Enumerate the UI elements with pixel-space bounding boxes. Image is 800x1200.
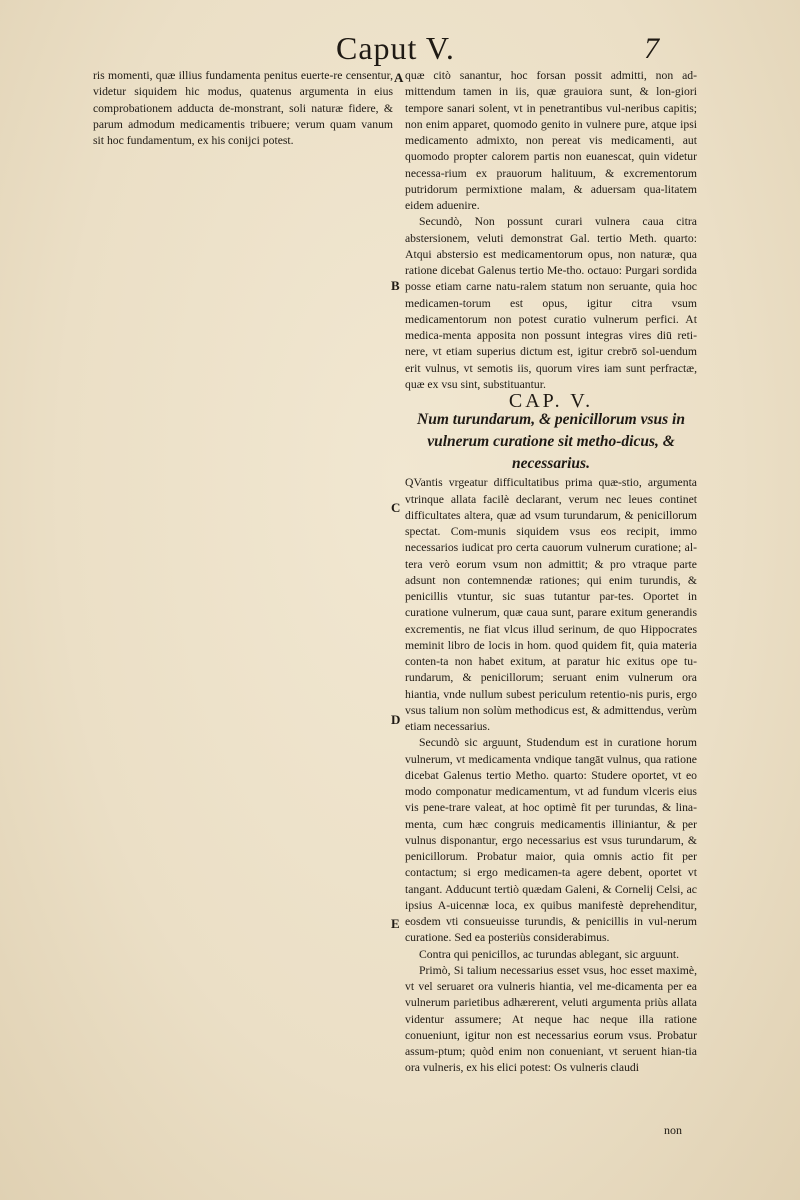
paragraph: Primò, Si talium necessarius esset vsus, hoc esset maximè, vt vel seruaret ora vulneris hiantia, vel me-dicamenta per ea vulnerum parietibus adhærerent, veluti argumenta priùs allata videntur assumere; At neque hac neque illa ratione conueniunt, igitur non est necessarius eorum vsus. Probatur assum-ptum; quòd enim non conueniant, vt seruent hian-tia ora vulneris, ex his elici potest: Os vulneris claudi — [405, 963, 697, 1075]
margin-letter-c: C — [391, 500, 401, 515]
paragraph: ris momenti, quæ illius fundamenta penitus euerte-re censentur, videtur siquidem hic modus, quatenus argumenta in eius comprobationem adducta de-monstrant, soli naturæ fidere, & parum admodum medicamentis tribuere; verum quam vanum sit hoc fundamentum, ex his conijci potest. — [93, 69, 393, 147]
margin-letter-b: B — [391, 278, 400, 293]
right-text-column — [405, 68, 697, 1148]
margin-letter-a: A — [394, 70, 404, 85]
margin-letter-d: D — [391, 712, 401, 727]
chapter-heading: CAP. V. — [508, 390, 594, 412]
paragraph: quæ citò sanantur, hoc forsan possit admitti, non ad-mittendum tamen in iis, quæ grauiora sunt, & lon-giori tempore sanari solent, vt in penetrantibus vul-neribus capitis; non enim apparet, quomodo genito in vulnere pure, atque ipsi medicamento admixto, non pereat vis medicamenti, aut quomodo propter calorem partis non euanescat, quin videtur necessa-rium ex prauorum halituum, & excrementorum putridorum permixtione malam, & aduersam qua-litatem eidem aduenire. — [405, 69, 697, 212]
paragraph: Contra qui penicillos, ac turundas ablegant, sic arguunt. — [419, 947, 680, 961]
paragraph: Secundò sic arguunt, Studendum est in curatione horum vulnerum, vt medicamenta vndique tangāt vulnus, qua ratione dicebat Galenus tertio Metho. quarto: Studere oportet, vt eo modo componatur medicamentum, vt ad fundum vlceris eius vis pene-trare valeat, at hoc optimè fit per turundas, & lina-menta, cum hæc congruis medicamentis illiniantur, & per vulnus disponantur, ergo necessarius est vsus turundarum, & penicillorum. Probatur maior, quia omnis actio fit per contactum; si ergo medicamen-ta agere debent, oportet vt tangant. Adducunt tertiò quædam Galeni, & Cornelij Celsi, ac ipsius A-uicennæ loca, ex quibus manifestè deprehenditur, eosdem vti consueuisse turundis, & penicillis in vul-nerum curatione. Sed ea posteriùs considerabimus. — [405, 736, 697, 945]
paragraph: Secundò, Non possunt curari vulnera caua citra abstersionem, veluti demonstrat Gal. tertio Meth. quarto: Atqui abstersio est medicamentorum opus, non naturæ, qua ratione dicebat Galenus tertio Me-tho. octauo: Purgari sordida posse etiam carne natu-ralem statum non seruante, quia hoc medicamen-torum est opus, igitur citra vsum medicamentorum non potest curatio vulnerum perfici. At medica-menta apposita non possunt integras vires diū reti-nere, vt etiam superius dictum est, igitur crebrō sol-uendum erit vulnus, vt semotis iis, quorum vires iam sunt perfractæ, quæ ex vsu sint, substituantur. — [405, 215, 697, 391]
page-title: Caput V. — [336, 30, 455, 66]
chapter-title: Num turundarum, & penicillorum vsus in vulnerum curatione sit metho-dicus, & necessarius. — [417, 411, 685, 473]
left-text-column — [93, 68, 393, 1148]
running-header — [0, 30, 800, 70]
page-number: 7 — [644, 32, 659, 65]
chapter-opening-paragraph: QVantis vrgeatur difficultatibus prima quæ-stio, argumenta vtrinque allata facilè declarant, verum nec leues continet difficultates altera, quæ ad vsum turundarum, & penicillorum spectat. Com-munis siquidem vsus eos recipit, immo necessarios iudicat pro certa cauorum vulnerum curatione; al-tera verò eorum vsum non admittit; & pro vtraque parte adsunt non contemnendæ rationes; qui enim turundis, & penicillis vtuntur, sic suas tutantur par-tes. Oportet in curatione vulnerum, quæ caua sunt, parare exitum generandis excrementis, ne fiat vlcus illud serinum, de quo Hippocrates meminit libro de locis in hom. quod quidem fit, quia materia conten-ta non habet exitum, at paratur hic exitus ope tu-rundarum, & penicillorum; seruant enim vulnerum ora hiantia, vnde nullum subest periculum retentio-nis puris, ergo vsus talium non solùm methodicus est, & admittendus, verùm etiam necessarius. — [405, 476, 697, 733]
margin-letter-e: E — [391, 916, 400, 931]
catchword: non — [664, 1123, 682, 1137]
